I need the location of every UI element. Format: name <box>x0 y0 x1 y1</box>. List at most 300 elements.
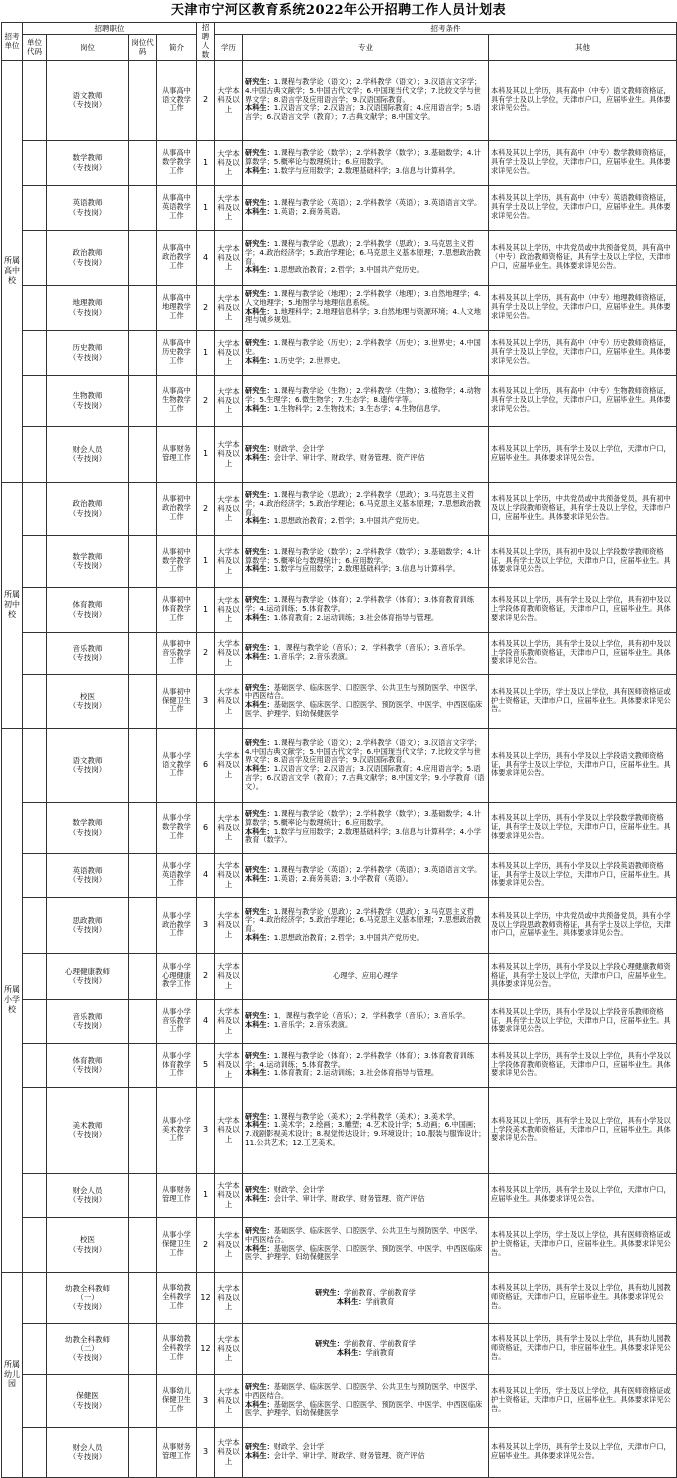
table-row <box>2 426 677 482</box>
education-requirement: 大学本科及以上 <box>215 330 243 375</box>
hire-count: 1 <box>197 535 215 587</box>
unit-name: 所属高中校 <box>2 60 23 482</box>
unit-code-cell <box>23 897 47 953</box>
undergrad-majors: 1.地理科学；2.地理信息科学；3.自然地理与资源环境；4.人文地理与城乡规划。 <box>245 306 481 325</box>
position-code-cell <box>129 1374 157 1427</box>
education-requirement: 大学本科及以上 <box>215 535 243 587</box>
undergrad-label: 本科生： <box>245 265 274 275</box>
education-requirement: 大学本科及以上 <box>215 285 243 330</box>
grad-line <box>245 149 486 167</box>
grad-majors: 1.课程与教学论（地理）；2.学科教学（地理）；3.自然地理学；4.人文地理学；5.地图学与地理信息系统。 <box>245 289 481 307</box>
education-requirement: 大学本科及以上 <box>215 1323 243 1374</box>
undergrad-line <box>245 1021 486 1030</box>
table-row <box>2 330 677 375</box>
undergrad-line <box>245 1121 486 1147</box>
position-intro: 从事幼教全科教学工作 <box>157 1272 197 1323</box>
undergrad-label: 本科生： <box>245 826 274 836</box>
position-code-cell <box>129 230 157 285</box>
major-requirement <box>243 632 489 674</box>
undergrad-line <box>245 517 486 526</box>
grad-label: 研究生： <box>245 906 274 916</box>
undergrad-majors: 基础医学、临床医学、口腔医学、预防医学、中医学、中西医临床医学、护理学、妇幼保健医学 <box>245 1399 483 1418</box>
undergrad-label: 本科生： <box>245 1068 274 1078</box>
grad-majors: 1.课程与教学论（数学）；2.学科教学（数学）；3.基础数学；4.计算数学；5.概率论与数理统计；6.应用数学。 <box>245 546 481 565</box>
unit-code-cell <box>23 185 47 230</box>
position-intro: 从事小学语文教学工作 <box>157 728 197 802</box>
education-requirement: 大学本科及以上 <box>215 728 243 802</box>
grad-line <box>245 290 486 308</box>
hire-count: 1 <box>197 330 215 375</box>
undergrad-line <box>245 828 486 846</box>
undergrad-line <box>245 1298 486 1307</box>
header-major: 专业 <box>243 35 489 61</box>
hire-count: 1 <box>197 426 215 482</box>
undergrad-majors: 1.历史学；2.世界史。 <box>273 355 345 365</box>
unit-code-cell <box>23 1272 47 1323</box>
position-name: 音乐教师 （专技岗） <box>47 999 129 1043</box>
undergrad-line <box>245 614 486 623</box>
grad-line <box>245 1052 486 1070</box>
grad-line <box>245 596 486 614</box>
undergrad-label: 本科生： <box>245 764 274 774</box>
other-requirement: 本科及其以上学历，中共党员或中共预备党员，具有高中（中专）政治教师资格证，具有学士及以上学位，天津市户口，应届毕业生。具体要求详见公告。 <box>489 230 677 285</box>
education-requirement: 大学本科及以上 <box>215 1374 243 1427</box>
position-code-cell <box>129 999 157 1043</box>
table-row <box>2 632 677 674</box>
undergrad-majors: 会计学、审计学、财政学、财务管理、资产评估 <box>273 453 425 463</box>
undergrad-label: 本科生： <box>245 564 274 574</box>
major-requirement <box>243 1217 489 1272</box>
undergrad-line <box>245 565 486 574</box>
grad-line <box>245 78 486 104</box>
other-requirement: 本科及其以上学历，具有高中（中专）英语教师资格证，具有学士及以上学位，天津市户口，应届毕业生。具体要求详见公告。 <box>489 185 677 230</box>
other-requirement: 本科及其以上学历，具有小学及以上学段英语教师资格证，具有学士及以上学位，天津市户口，应届毕业生。具体要求详见公告。 <box>489 853 677 897</box>
position-name: 财会人员 （专技岗） <box>47 1427 129 1477</box>
position-name: 校医 （专技岗） <box>47 1217 129 1272</box>
unit-code-cell <box>23 1043 47 1087</box>
unit-code-cell <box>23 1217 47 1272</box>
major-requirement <box>243 1043 489 1087</box>
table-row <box>2 853 677 897</box>
position-name: 体育教师 （专技岗） <box>47 1043 129 1087</box>
grad-majors: 财政学、会计学 <box>273 444 325 454</box>
undergrad-majors: 1.思想政治教育；2.哲学；3.中国共产党历史。 <box>273 516 424 526</box>
unit-code-cell <box>23 482 47 535</box>
grad-line <box>245 908 486 934</box>
grad-line <box>245 387 486 405</box>
grad-line <box>245 240 486 266</box>
header-count: 招聘人数 <box>197 23 215 61</box>
other-requirement: 本科及其以上学历，具有高中（中专）生物教师资格证，具有学士及以上学位，天津市户口，应届毕业生。具体要求详见公告。 <box>489 375 677 426</box>
major-requirement <box>243 285 489 330</box>
recruitment-table <box>1 22 677 1478</box>
unit-code-cell <box>23 953 47 999</box>
header-position-group: 招聘职位 <box>23 23 197 35</box>
other-requirement: 本科及其以上学历，具有小学及以上学段数学教师资格证，具有学士及以上学位，天津市户口，应届毕业生。具体要求详见公告。 <box>489 802 677 853</box>
header-intro: 简介 <box>157 35 197 61</box>
position-name: 体育教师 （专技岗） <box>47 587 129 632</box>
other-requirement: 本科及其以上学历，具有学士及以上学位，天津市户口，应届毕业生。具体要求详见公告。 <box>489 1173 677 1217</box>
undergrad-line <box>245 357 486 366</box>
unit-code-cell <box>23 1374 47 1427</box>
other-requirement: 本科及其以上学历，具有高中（中专）数学教师资格证，具有学士及以上学位，天津市户口，应届毕业生。具体要求详见公告。 <box>489 140 677 185</box>
position-intro: 从事财务管理工作 <box>157 426 197 482</box>
position-code-cell <box>129 728 157 802</box>
undergrad-label: 本科生： <box>245 932 274 942</box>
grad-majors: 1.课程与教学论（数学）；2.学科教学（数学）；3.基础数学；4.计算数学；5.概率论与数理统计；6.应用数学。 <box>245 809 481 827</box>
grad-label: 研究生： <box>245 490 274 499</box>
grad-line <box>245 491 486 517</box>
other-requirement: 本科及其以上学历，具有学士及以上学位，具有小学及以上学段体育教师资格证，天津市户口，应届毕业生。具体要求详见公告。 <box>489 1043 677 1087</box>
position-intro: 从事初中政治教学工作 <box>157 482 197 535</box>
grad-majors: 1.课程与教学论（美术）；2.学科教学（美术）；3.美术学。 <box>273 1111 460 1121</box>
grad-majors: 1.课程与教学论（英语）；2.学科教学（英语）；3.英语语言文学。 <box>273 865 482 875</box>
undergrad-label: 本科生： <box>245 874 274 884</box>
undergrad-label: 本科生： <box>245 1451 274 1461</box>
unit-code-cell <box>23 802 47 853</box>
other-requirement: 本科及其以上学历，学士及以上学位，具有医师资格证或护士资格证，天津市户口，应届毕业生。具体要求详见公告。 <box>489 1374 677 1427</box>
grad-label: 研究生： <box>315 1287 344 1297</box>
undergrad-label: 本科生： <box>245 1194 274 1204</box>
undergrad-line <box>245 405 486 414</box>
unit-code-cell <box>23 375 47 426</box>
position-code-cell <box>129 802 157 853</box>
undergrad-majors: 1.数学与应用数学；2.数理基础科学；3.信息与计算科学。 <box>273 564 460 574</box>
other-requirement: 本科及其以上学历，具有小学及以上学段语文教师资格证，具有学士及以上学位，天津市户口，应届毕业生。具体要求详见公告。 <box>489 728 677 802</box>
position-intro: 从事高中历史教学工作 <box>157 330 197 375</box>
undergrad-line <box>245 1069 486 1078</box>
table-row <box>2 1427 677 1477</box>
grad-majors: 1.课程与教学论（思政）；2.学科教学（思政）；3.马克思主义哲学；4.政治经济学；5.政治学理论；6.马克思主义基本原理；7.思想政治教育。 <box>245 906 481 934</box>
hire-count: 1 <box>197 1173 215 1217</box>
position-name: 数学教师 （专技岗） <box>47 535 129 587</box>
undergrad-label: 本科生： <box>245 103 274 113</box>
grad-label: 研究生： <box>245 1226 274 1235</box>
major-requirement <box>243 230 489 285</box>
undergrad-majors: 1.思想政治教育；2.哲学；3.中国共产党历史。 <box>273 265 424 275</box>
hire-count: 2 <box>197 375 215 426</box>
hire-count: 3 <box>197 1427 215 1477</box>
position-intro: 从事初中数学教学工作 <box>157 535 197 587</box>
undergrad-majors: 1.生物科学；2.生物技术；3.生态学；4.生物信息学。 <box>273 403 445 413</box>
major-requirement <box>243 330 489 375</box>
unit-code-cell <box>23 330 47 375</box>
grad-majors: 1.课程与教学论（思政）；2.学科教学（思政）；3.马克思主义哲学；4.政治经济学；5.政治学理论；6.马克思主义基本原理；7.思想政治教育。 <box>245 490 481 517</box>
education-requirement: 大学本科及以上 <box>215 1272 243 1323</box>
hire-count: 4 <box>197 999 215 1043</box>
position-name: 校医 （专技岗） <box>47 674 129 728</box>
hire-count: 2 <box>197 60 215 140</box>
hire-count: 4 <box>197 230 215 285</box>
header-unit: 招考单位 <box>2 23 23 61</box>
document-title: 天津市宁河区教育系统2022年公开招聘工作人员计划表 <box>170 3 507 18</box>
undergrad-majors: 1.音乐学；2.音乐表演。 <box>273 1020 353 1030</box>
grad-label: 研究生： <box>245 595 274 605</box>
major-requirement <box>243 482 489 535</box>
education-requirement: 大学本科及以上 <box>215 426 243 482</box>
education-requirement: 大学本科及以上 <box>215 587 243 632</box>
position-intro: 从事高中英语教学工作 <box>157 185 197 230</box>
grad-majors: 1．课程与教学论（音乐）；2．学科教学（音乐）；3.音乐学。 <box>273 643 470 653</box>
hire-count: 2 <box>197 632 215 674</box>
position-code-cell <box>129 185 157 230</box>
undergrad-line <box>245 875 486 884</box>
grad-majors: 1.课程与教学论（英语）；2.学科教学（英语）；3.英语语言文学。 <box>273 197 482 207</box>
position-name: 财会人员 （专技岗） <box>47 1173 129 1217</box>
table-row <box>2 728 677 802</box>
undergrad-label: 本科生： <box>245 1399 274 1409</box>
grad-line <box>245 810 486 828</box>
grad-majors: 1.课程与教学论（语文）；2.学科教学（语文）；3.汉语言文字学；4.中国古典文献学；5.中国古代文学；6.中国现当代文学；7.比较文学与世界文学；8.语言学及应用语言学；9.汉语国际教育。 <box>245 737 482 765</box>
position-code-cell <box>129 375 157 426</box>
grad-majors: 1.课程与教学论（数学）；2.学科教学（数学）；3.基础数学；4.计算数学；5.概率论与数理统计；6.应用数学。 <box>245 148 481 167</box>
undergrad-line <box>245 1349 486 1358</box>
grad-line <box>245 1383 486 1401</box>
undergrad-label: 本科生： <box>245 700 274 710</box>
hire-count: 12 <box>197 1272 215 1323</box>
education-requirement: 大学本科及以上 <box>215 482 243 535</box>
unit-code-cell <box>23 1427 47 1477</box>
position-intro: 从事初中保健卫生工作 <box>157 674 197 728</box>
other-requirement: 本科及其以上学历，具有学士及以上学位，具有初中及以上学段音乐教师资格证，天津市户口，应届毕业生。具体要求详见公告。 <box>489 632 677 674</box>
unit-name: 所属初中校 <box>2 482 23 728</box>
other-requirement: 本科及其以上学历，具有小学及以上学段心理健康教师资格证，具有学士及以上学位，天津市户口，应届毕业生。具体要求详见公告。 <box>489 953 677 999</box>
position-name: 思政教师 （专技岗） <box>47 897 129 953</box>
undergrad-majors: 1.英语；2.商务英语。 <box>273 206 345 216</box>
undergrad-majors: 学前教育 <box>365 1296 395 1306</box>
grad-majors: 学前教育、学前教育学 <box>343 1287 416 1297</box>
position-code-cell <box>129 330 157 375</box>
position-name: 保健医 （专技岗） <box>47 1374 129 1427</box>
position-intro: 从事初中音乐教学工作 <box>157 632 197 674</box>
major-requirement <box>243 1427 489 1477</box>
position-intro: 从事小学音乐教学工作 <box>157 999 197 1043</box>
undergrad-line <box>245 1195 486 1204</box>
education-requirement: 大学本科及以上 <box>215 1087 243 1173</box>
undergrad-line <box>245 208 486 217</box>
other-requirement: 本科及其以上学历，具有高中（中专）语文教师资格证，具有学士及以上学位，天津市户口，应届毕业生。具体要求详见公告。 <box>489 60 677 140</box>
position-name: 数学教师 （专技岗） <box>47 802 129 853</box>
position-code-cell <box>129 632 157 674</box>
position-name: 英语教师 （专技岗） <box>47 185 129 230</box>
position-code-cell <box>129 1323 157 1374</box>
header-conditions: 招考条件 <box>215 23 677 35</box>
major-requirement <box>243 728 489 802</box>
undergrad-majors: 1.体育教育；2.运动训练；3.社会体育指导与管理。 <box>273 1068 439 1078</box>
table-row <box>2 587 677 632</box>
hire-count: 12 <box>197 1323 215 1374</box>
unit-code-cell <box>23 140 47 185</box>
grad-label: 研究生： <box>245 289 274 298</box>
other-requirement: 本科及其以上学历，具有学士及以上学位，具有小学及以上学段美术教师资格证，天津市户口，应届毕业生。具体要求详见公告。 <box>489 1087 677 1173</box>
education-requirement: 大学本科及以上 <box>215 140 243 185</box>
undergrad-majors: 1.体育教育；2.运动训练；3.社会体育指导与管理。 <box>273 612 439 622</box>
major-requirement <box>243 802 489 853</box>
position-name: 心理健康教师 （专技岗） <box>47 953 129 999</box>
other-requirement: 本科及其以上学历，具有学士及以上学位，天津市户口，应届毕业生。具体要求详见公告。 <box>489 426 677 482</box>
grad-label: 研究生： <box>245 338 274 348</box>
hire-count: 6 <box>197 728 215 802</box>
undergrad-label: 本科生： <box>245 306 274 316</box>
position-intro: 从事小学政治教学工作 <box>157 897 197 953</box>
other-requirement: 本科及其以上学历，具有学士及以上学位，具有幼儿园教师资格证，天津市户口，非应届毕业生。具体要求详见公告。 <box>489 1323 677 1374</box>
hire-count: 5 <box>197 1043 215 1087</box>
other-requirement: 本科及其以上学历，中共党员或中共预备党员，具有小学及以上学段思政教师资格证，具有学士及以上学位，天津市户口，应届毕业生。具体要求详见公告。 <box>489 897 677 953</box>
undergrad-line <box>245 308 486 326</box>
undergrad-line <box>245 1452 486 1461</box>
unit-code-cell <box>23 1323 47 1374</box>
unit-code-cell <box>23 60 47 140</box>
position-name: 数学教师 （专技岗） <box>47 140 129 185</box>
grad-line <box>245 739 486 765</box>
undergrad-line <box>245 653 486 662</box>
unit-code-cell <box>23 728 47 802</box>
undergrad-label: 本科生： <box>245 165 274 175</box>
other-requirement: 本科及其以上学历，具有高中（中专）历史教师资格证，具有学士及以上学位，天津市户口，应届毕业生。具体要求详见公告。 <box>489 330 677 375</box>
position-code-cell <box>129 140 157 185</box>
major-requirement <box>243 1173 489 1217</box>
unit-code-cell <box>23 1087 47 1173</box>
position-code-cell <box>129 60 157 140</box>
undergrad-label: 本科生： <box>245 355 274 365</box>
table-row <box>2 1272 677 1323</box>
education-requirement: 大学本科及以上 <box>215 60 243 140</box>
hire-count: 3 <box>197 1087 215 1173</box>
position-intro: 从事幼儿保健卫生工作 <box>157 1374 197 1427</box>
undergrad-line <box>245 934 486 943</box>
hire-count: 2 <box>197 482 215 535</box>
position-code-cell <box>129 674 157 728</box>
undergrad-label: 本科生： <box>336 1296 366 1306</box>
hire-count: 1 <box>197 140 215 185</box>
undergrad-line <box>245 266 486 275</box>
undergrad-majors: 1.美术学；2.绘画；3.雕塑；4.艺术设计学；5.动画；6.中国画；7.戏剧影视美术设计；8.视觉传达设计；9.环境设计；10.服装与服饰设计；11.公共艺术；12.工艺美术。 <box>245 1120 486 1147</box>
grad-label: 研究生： <box>245 1382 274 1391</box>
education-requirement: 大学本科及以上 <box>215 1217 243 1272</box>
grad-label: 研究生： <box>315 1338 344 1348</box>
grad-majors: 1.课程与教学论（历史）；2.学科教学（历史）；3.世界史；4.中国史。 <box>245 338 481 357</box>
undergrad-label: 本科生： <box>336 1347 366 1357</box>
table-row <box>2 897 677 953</box>
table-row <box>2 1323 677 1374</box>
unit-code-cell <box>23 285 47 330</box>
position-name: 历史教师 （专技岗） <box>47 330 129 375</box>
unit-code-cell <box>23 1173 47 1217</box>
education-requirement: 大学本科及以上 <box>215 674 243 728</box>
position-name: 语文教师 （专技岗） <box>47 60 129 140</box>
table-row <box>2 802 677 853</box>
grad-label: 研究生： <box>245 197 274 207</box>
position-code-cell <box>129 1173 157 1217</box>
grad-majors: 基础医学、临床医学、口腔医学、公共卫生与预防医学、中医学、中西医结合。 <box>245 1226 483 1244</box>
position-intro: 从事幼教全科教学工作 <box>157 1323 197 1374</box>
undergrad-label: 本科生： <box>245 1020 274 1030</box>
grad-line <box>245 684 486 702</box>
position-intro: 从事小学美术教学工作 <box>157 1087 197 1173</box>
position-code-cell <box>129 1427 157 1477</box>
table-row <box>2 140 677 185</box>
position-intro: 从事高中政治教学工作 <box>157 230 197 285</box>
undergrad-label: 本科生： <box>245 652 274 662</box>
other-requirement: 本科及其以上学历，学士及以上学位，具有医师资格证或护士资格证，天津市户口，应届毕业生。具体要求详见公告。 <box>489 1217 677 1272</box>
grad-label: 研究生： <box>245 1011 274 1021</box>
position-code-cell <box>129 853 157 897</box>
position-name: 地理教师 （专技岗） <box>47 285 129 330</box>
position-code-cell <box>129 285 157 330</box>
unit-code-cell <box>23 230 47 285</box>
position-intro: 从事小学数学教学工作 <box>157 802 197 853</box>
undergrad-label: 本科生： <box>245 516 274 526</box>
table-row <box>2 230 677 285</box>
table-row <box>2 482 677 535</box>
grad-majors: 财政学、会计学 <box>273 1185 325 1195</box>
other-requirement: 本科及其以上学历，具有学士及以上学位，具有初中及以上学段体育教师资格证，天津市户口，应届毕业生。具体要求详见公告。 <box>489 587 677 632</box>
grad-label: 研究生： <box>245 737 274 747</box>
education-requirement: 大学本科及以上 <box>215 897 243 953</box>
unit-code-cell <box>23 853 47 897</box>
position-code-cell <box>129 1043 157 1087</box>
position-code-cell <box>129 1087 157 1173</box>
education-requirement: 大学本科及以上 <box>215 185 243 230</box>
other-requirement: 本科及其以上学历，具有初中及以上学段数学教师资格证，具有学士及以上学位，天津市户口，应届毕业生。具体要求详见公告。 <box>489 535 677 587</box>
undergrad-line <box>245 104 486 122</box>
undergrad-line <box>245 701 486 719</box>
grad-label: 研究生： <box>245 1050 274 1060</box>
grad-label: 研究生： <box>245 865 274 875</box>
position-code-cell <box>129 535 157 587</box>
table-row <box>2 1087 677 1173</box>
table-body <box>2 60 677 1477</box>
unit-code-cell <box>23 999 47 1043</box>
hire-count: 3 <box>197 674 215 728</box>
grad-majors: 基础医学、临床医学、口腔医学、公共卫生与预防医学、中医学、中西医结合。 <box>245 1382 483 1400</box>
grad-label: 研究生： <box>245 643 274 653</box>
position-intro: 从事小学体育教学工作 <box>157 1043 197 1087</box>
position-name: 幼教全科教师 （二） （专技岗） <box>47 1323 129 1374</box>
table-row <box>2 999 677 1043</box>
grad-majors: 1．课程与教学论（音乐）；2．学科教学（音乐）；3.音乐学。 <box>273 1011 470 1021</box>
undergrad-line <box>245 1401 486 1419</box>
hire-count: 1 <box>197 185 215 230</box>
table-row <box>2 1217 677 1272</box>
table-row <box>2 1043 677 1087</box>
hire-count: 1 <box>197 587 215 632</box>
grad-label: 研究生： <box>245 809 274 818</box>
position-name: 政治教师 （专技岗） <box>47 230 129 285</box>
undergrad-line <box>245 1245 486 1263</box>
undergrad-majors: 1.思想政治教育；2.哲学；3.中国共产党历史。 <box>273 932 424 942</box>
unit-code-cell <box>23 632 47 674</box>
other-requirement: 本科及其以上学历，具有学士及以上学位，具有幼儿园教师资格证，天津市户口，应届毕业生。具体要求详见公告。 <box>489 1272 677 1323</box>
grad-label: 研究生： <box>245 77 274 87</box>
major-requirement <box>243 853 489 897</box>
table-row <box>2 953 677 999</box>
grad-line <box>245 339 486 357</box>
position-name: 美术教师 （专技岗） <box>47 1087 129 1173</box>
position-intro: 从事高中数学教学工作 <box>157 140 197 185</box>
grad-majors: 1.课程与教学论（生物）；2.学科教学（生物）；3.植物学；4.动物学；5.生理学；6.微生物学；7.生态学；8.遗传学等。 <box>245 386 481 405</box>
position-code-cell <box>129 426 157 482</box>
hire-count: 4 <box>197 853 215 897</box>
grad-majors: 1.课程与教学论（体育）；2.学科教学（体育）；3.体育教育训练学；4.运动训练；5.体育教学。 <box>245 595 475 614</box>
grad-majors: 1.课程与教学论（体育）；2.学科教学（体育）；3.体育教育训练学；4.运动训练；5.体育教学。 <box>245 1050 475 1069</box>
position-intro: 从事高中生物教学工作 <box>157 375 197 426</box>
hire-count: 6 <box>197 802 215 853</box>
undergrad-majors: 会计学、审计学、财政学、财务管理、资产评估 <box>273 1451 425 1461</box>
position-code-cell <box>129 1272 157 1323</box>
other-requirement: 本科及其以上学历，具有小学及以上学段音乐教师资格证，具有学士及以上学位，天津市户口，应届毕业生。具体要求详见公告。 <box>489 999 677 1043</box>
position-name: 语文教师 （专技岗） <box>47 728 129 802</box>
